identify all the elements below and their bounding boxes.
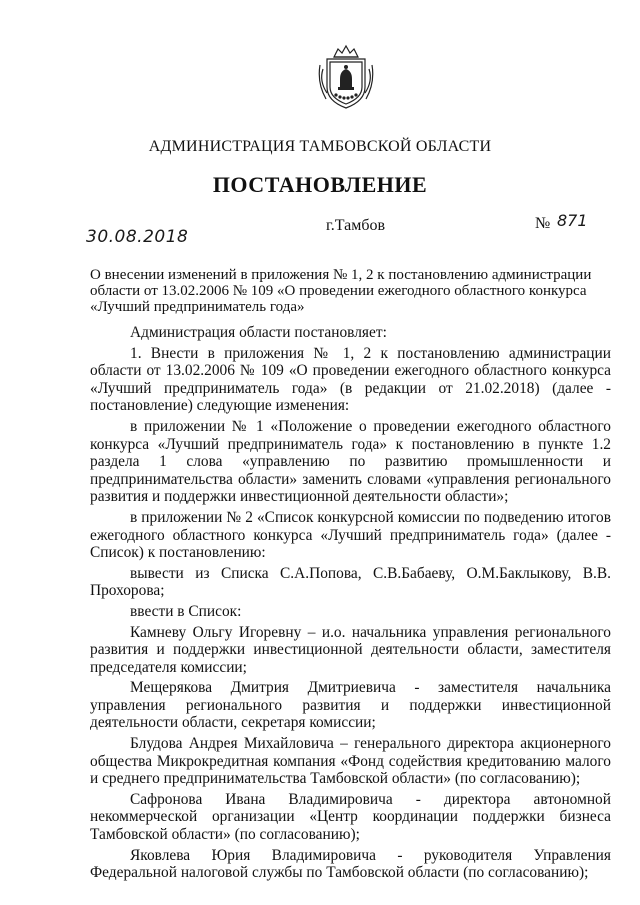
document-subject: О внесении изменений в приложения № 1, 2 к постановлению администрации области от 13.02.2006 № 109 «О проведении ежегодного областного конкурса «Лучший предприниматель года» [90,267,592,315]
body-paragraph: Камневу Ольгу Игоревну – и.о. начальника управления регионального развития и поддержки инвестиционной деятельности области, заместителя председателя комиссии; [90,623,611,676]
body-paragraph: ввести в Список: [130,602,242,620]
handwritten-number: 871 [557,211,588,230]
body-paragraph: 1. Внести в приложения № 1, 2 к постановлению администрации области от 13.02.2006 № 109 «О проведении ежегодного областного конкурса «Лучший предприниматель года» (в редакции от 21.02.2018) (далее - постановление) следующие изменения: [90,344,611,415]
coat-of-arms-icon [318,43,374,111]
organization-title: АДМИНИСТРАЦИЯ ТАМБОВСКОЙ ОБЛАСТИ [148,138,492,155]
handwritten-date: 30.08.2018 [86,227,189,247]
number-label: № [535,215,551,232]
city-label: г.Тамбов [326,217,386,234]
body-paragraph: вывести из Списка С.А.Попова, С.В.Бабаеву, О.М.Баклыкову, В.В. Прохорова; [90,564,611,600]
document-type-heading: ПОСТАНОВЛЕНИЕ [212,172,428,197]
body-paragraph: Мещерякова Дмитрия Дмитриевича - заместителя начальника управления регионального развития и поддержки инвестиционной деятельности области, секретаря комиссии; [90,679,611,732]
body-paragraph: в приложении № 2 «Список конкурсной комиссии по подведению итогов ежегодного областного конкурса «Лучший предприниматель года» (далее - Список) к постановлению: [90,508,611,562]
document-body [90,324,611,885]
body-paragraph: Блудова Андрея Михайловича – генерального директора акционерного общества Микрокредитная компания «Фонд содействия кредитованию малого и среднего предпринимательства Тамбовской области» (по согласованию); [90,735,611,788]
body-paragraph: Яковлева Юрия Владимировича - руководителя Управления Федеральной налоговой службы по Тамбовской области (по согласованию); [90,846,611,882]
body-paragraph: Администрация области постановляет: [130,324,387,341]
body-paragraph: в приложении № 1 «Положение о проведении ежегодного областного конкурса «Лучший предприниматель года» к постановлению в пункте 1.2 раздела 1 слова «управлению по развитию промышленности и предпринимательства области» заменить словами «управления регионального развития и поддержки инвестиционной деятельности области»; [90,417,611,506]
body-paragraph: Сафронова Ивана Владимировича - директора автономной некоммерческой организации «Центр координации поддержки бизнеса Тамбовской области» (по согласованию); [90,790,611,844]
